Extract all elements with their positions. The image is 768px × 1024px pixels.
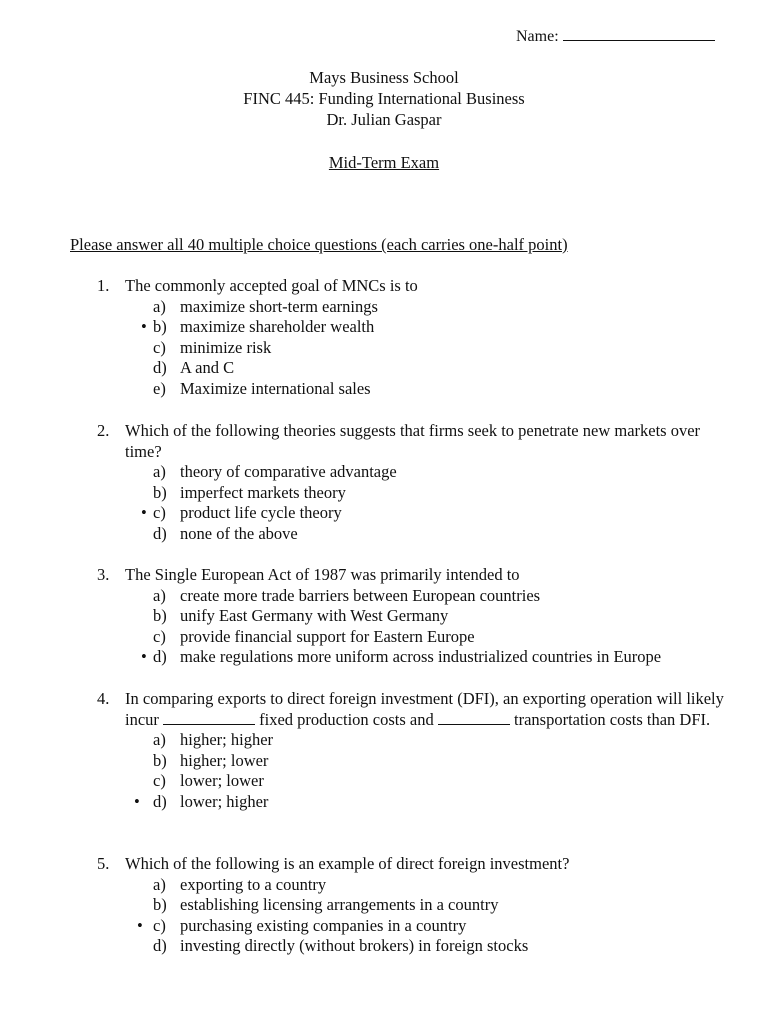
option-text: unify East Germany with West Germany <box>180 606 449 625</box>
option-d <box>97 524 727 545</box>
option-text: minimize risk <box>180 337 272 357</box>
question-text: Which of the following is an example of direct foreign investment? <box>125 854 570 873</box>
option-text: none of the above <box>180 523 298 543</box>
option-a <box>97 586 727 607</box>
question-3 <box>97 565 727 668</box>
fill-in-blank <box>438 710 510 725</box>
question-text-part: In comparing exports to direct foreign investment (DFI), an exporting operation will likely incur <box>125 689 724 729</box>
option-b <box>97 895 727 916</box>
option-b <box>97 317 727 338</box>
option-text: lower; lower <box>180 771 264 790</box>
answer-mark-dot: • <box>141 503 147 522</box>
option-b <box>97 483 727 504</box>
question-number: 3. <box>97 565 110 584</box>
option-letter: a) <box>153 296 166 316</box>
option-c <box>97 503 727 524</box>
option-text: investing directly (without brokers) in foreign stocks <box>180 936 529 955</box>
answer-options <box>97 730 727 812</box>
option-letter: d) <box>153 358 167 377</box>
option-text: create more trade barriers between European countries <box>180 585 541 605</box>
option-letter: d) <box>153 523 167 543</box>
question-1 <box>97 276 727 399</box>
option-text: higher; lower <box>180 750 269 770</box>
option-letter: c) <box>153 915 166 935</box>
option-a <box>97 730 727 751</box>
school-name: Mays Business School <box>309 68 459 87</box>
option-a <box>97 875 727 896</box>
question-text: The commonly accepted goal of MNCs is to <box>125 276 418 295</box>
option-letter: d) <box>153 791 167 811</box>
option-text: exporting to a country <box>180 874 327 894</box>
answer-mark-dot: • <box>141 317 147 336</box>
option-letter: b) <box>153 482 167 502</box>
option-letter: c) <box>153 771 166 790</box>
option-c <box>97 338 727 359</box>
question-4 <box>97 689 727 812</box>
question-text: The Single European Act of 1987 was primarily intended to <box>125 565 520 584</box>
option-letter: b) <box>153 606 167 625</box>
option-d <box>97 647 727 668</box>
option-text: establishing licensing arrangements in a country <box>180 895 499 914</box>
option-d <box>97 936 727 957</box>
option-letter: e) <box>153 378 166 398</box>
option-letter: c) <box>153 626 166 646</box>
option-text: maximize short-term earnings <box>180 296 378 316</box>
option-text: Maximize international sales <box>180 378 371 398</box>
name-blank-line <box>563 26 715 41</box>
option-e <box>97 379 727 400</box>
option-text: higher; higher <box>180 730 274 749</box>
course-title: FINC 445: Funding International Business <box>243 89 525 108</box>
name-field <box>516 26 715 46</box>
option-c <box>97 771 727 792</box>
option-text: make regulations more uniform across industrialized countries in Europe <box>180 647 662 666</box>
option-letter: b) <box>153 750 167 770</box>
option-letter: a) <box>153 874 166 894</box>
option-a <box>97 462 727 483</box>
option-text: imperfect markets theory <box>180 482 346 502</box>
answer-mark-dot: • <box>141 647 147 666</box>
question-number: 5. <box>97 854 110 873</box>
option-letter: b) <box>153 317 167 336</box>
option-letter: a) <box>153 730 166 749</box>
question-2 <box>97 421 727 544</box>
instructions: Please answer all 40 multiple choice questions (each carries one-half point) <box>70 235 568 254</box>
question-text <box>125 689 727 730</box>
option-c <box>97 916 727 937</box>
answer-mark-dot: • <box>134 791 140 811</box>
question-text-part: transportation costs than DFI. <box>514 709 711 729</box>
option-letter: d) <box>153 647 167 666</box>
option-letter: c) <box>153 337 166 357</box>
option-text: maximize shareholder wealth <box>180 317 375 336</box>
exam-title-text: Mid-Term Exam <box>328 153 440 172</box>
option-c <box>97 627 727 648</box>
exam-title <box>0 153 768 173</box>
fill-in-blank <box>163 710 255 725</box>
option-text: product life cycle theory <box>180 503 342 522</box>
option-b <box>97 751 727 772</box>
answer-options <box>97 297 727 400</box>
name-label: Name: <box>516 28 559 45</box>
option-text: lower; higher <box>180 791 269 811</box>
option-letter: c) <box>153 503 166 522</box>
question-number: 1. <box>97 276 110 295</box>
option-d <box>97 358 727 379</box>
question-text: Which of the following theories suggests that firms seek to penetrate new markets over time? <box>125 421 701 461</box>
option-text: A and C <box>180 358 235 377</box>
option-letter: a) <box>153 462 166 481</box>
option-a <box>97 297 727 318</box>
option-letter: a) <box>153 585 166 605</box>
option-b <box>97 606 727 627</box>
option-text: theory of comparative advantage <box>180 462 397 481</box>
question-number: 4. <box>97 689 110 708</box>
answer-options <box>97 875 727 957</box>
answer-options <box>97 586 727 668</box>
question-5 <box>97 854 727 957</box>
instructor-name: Dr. Julian Gaspar <box>326 110 442 129</box>
option-text: provide financial support for Eastern Europe <box>180 626 475 646</box>
answer-mark-dot: • <box>137 915 143 935</box>
exam-header <box>0 67 768 130</box>
question-text-part: fixed production costs and <box>259 709 434 729</box>
option-d <box>97 792 727 813</box>
option-letter: b) <box>153 895 167 914</box>
option-letter: d) <box>153 936 167 955</box>
answer-options <box>97 462 727 544</box>
question-number: 2. <box>97 421 110 440</box>
option-text: purchasing existing companies in a country <box>180 915 467 935</box>
